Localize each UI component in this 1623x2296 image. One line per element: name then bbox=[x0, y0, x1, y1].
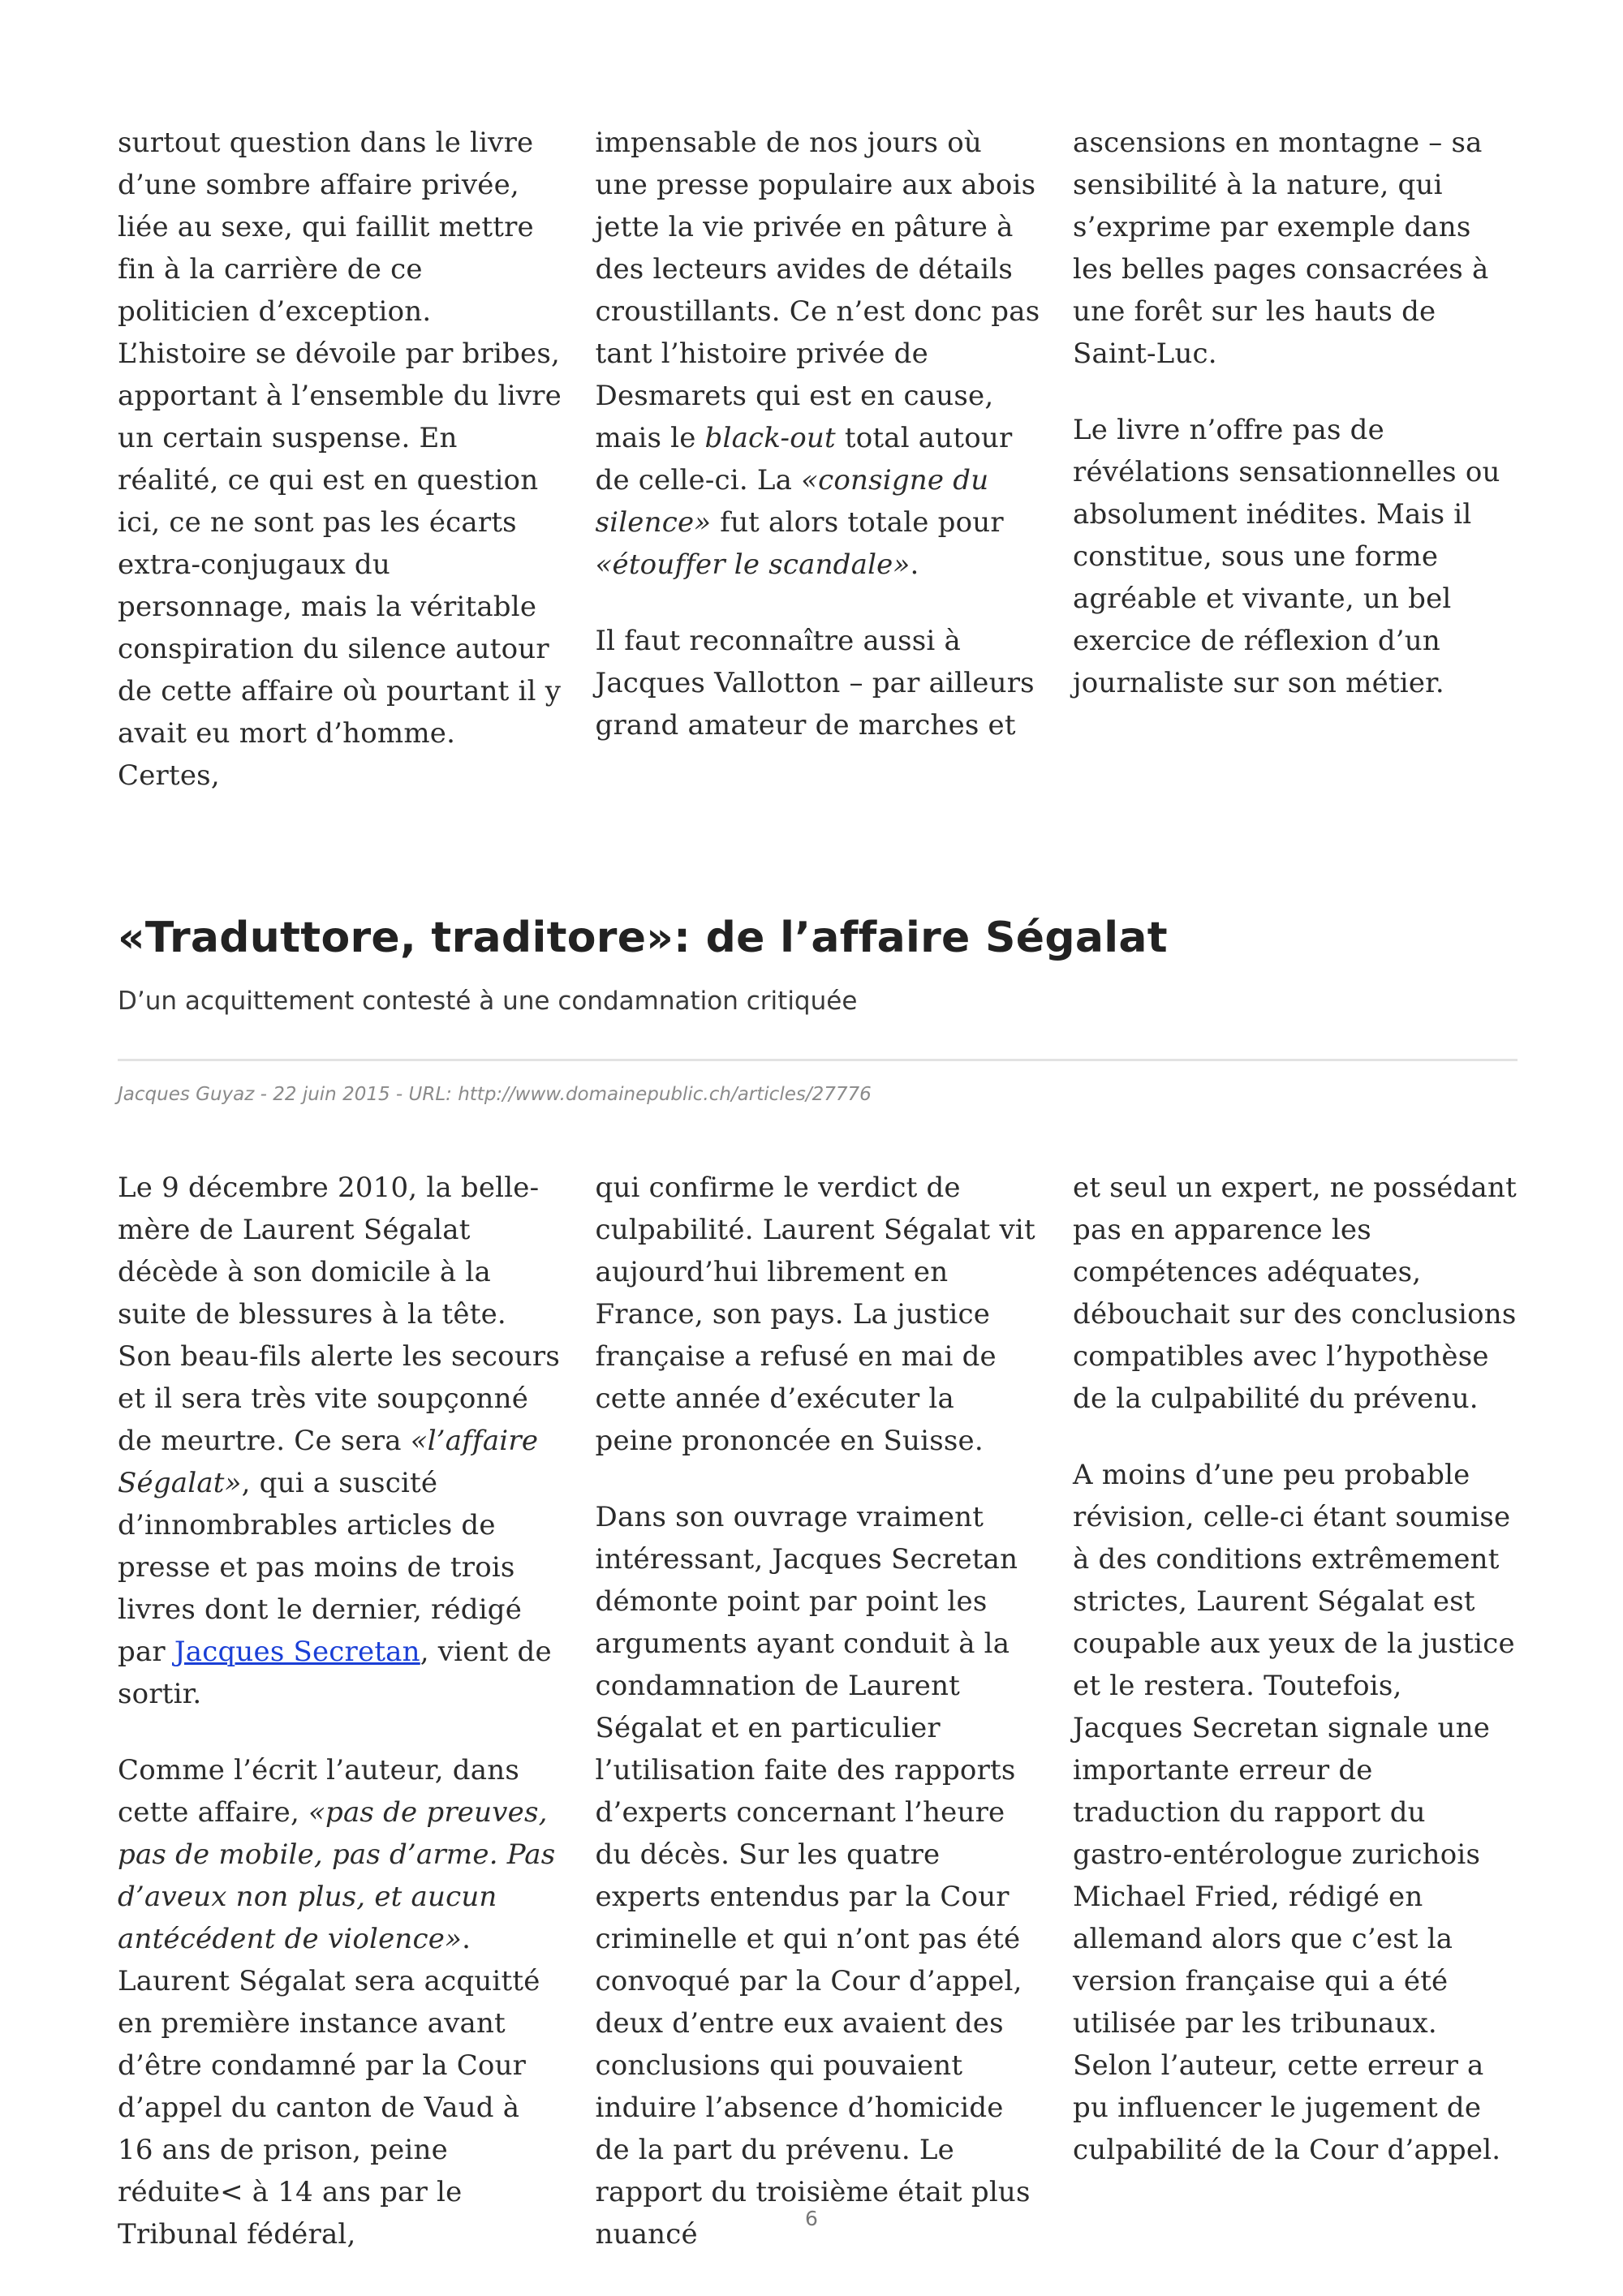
paragraph: qui confirme le verdict de culpabilité. Laurent Ségalat vit aujourd’hui librement en France, son pays. La justice française a refusé en mai de cette année d’exécuter la peine prononcée en Suisse. bbox=[595, 1172, 1035, 1457]
paragraph: Le 9 décembre 2010, la belle-mère de Laurent Ségalat décède à son domicile à la suite de blessures à la tête. Son beau-fils alerte les secours et il sera très vite soupçonné de meurtre. Ce sera «l’affaire Ségalat», qui a suscité d’innombrables articles de presse et pas moins de trois livres dont le dernier, rédigé par Jacques Secretan, vient de sortir. bbox=[118, 1172, 561, 1710]
paragraph: impensable de nos jours où une presse populaire aux abois jette la vie privée en pâture à des lecteurs avides de détails croustillants. Ce n’est donc pas tant l’histoire privée de Desmarets qui est en cause, mais le black-out total autour de celle-ci. La «consigne du silence» fut alors totale pour «étouffer le scandale». bbox=[595, 127, 1040, 581]
paragraph: A moins d’une peu probable révision, celle-ci étant soumise à des conditions extrêmement strictes, Laurent Ségalat est coupable aux yeux de la justice et le restera. Toutefois, Jacques Secretan signale une importante erreur de traduction du rapport du gastro-entérologue zurichois Michael Fried, rédigé en allemand alors que c’est la version française qui a été utilisée par les tribunaux. Selon l’auteur, cette erreur a pu influencer le jugement de culpabilité de la Cour d’appel. bbox=[1073, 1459, 1515, 2166]
column-1 bbox=[118, 1167, 562, 2255]
paragraph: Dans son ouvrage vraiment intéressant, Jacques Secretan démonte point par point les arguments ayant conduit à la condamnation de Laurent Ségalat et en particulier l’utilisation faite des rapports d’experts concernant l’heure du décès. Sur les quatre experts entendus par la Cour criminelle et qui n’ont pas été convoqué par la Cour d’appel, deux d’entre eux avaient des conclusions qui pouvaient induire l’absence d’homicide de la part du prévenu. Le rapport du troisième était plus nuancé bbox=[595, 1501, 1031, 2251]
column-2 bbox=[596, 1167, 1040, 2255]
paragraph: surtout question dans le livre d’une sombre affaire privée, liée au sexe, qui faillit mettre fin à la carrière de ce politicien d’exception. L’histoire se dévoile par bribes, apportant à l’ensemble du livre un certain suspense. En réalité, ce qui est en question ici, ce ne sont pas les écarts extra-conjugaux du personnage, mais la véritable conspiration du silence autour de cette affaire où pourtant il y avait eu mort d’homme. Certes, bbox=[118, 127, 562, 792]
paragraph: Il faut reconnaître aussi à Jacques Vallotton – par ailleurs grand amateur de marches et bbox=[595, 625, 1035, 742]
paragraph: et seul un expert, ne possédant pas en apparence les compétences adéquates, débouchait sur des conclusions compatibles avec l’hypothèse de la culpabilité du prévenu. bbox=[1073, 1172, 1517, 1415]
article-title: «Traduttore, traditore»: de l’affaire Ségalat bbox=[118, 914, 1168, 962]
column-3 bbox=[1073, 1167, 1518, 2255]
previous-article-columns bbox=[118, 122, 1518, 797]
column-1 bbox=[118, 122, 562, 797]
paragraph: Comme l’écrit l’auteur, dans cette affaire, «pas de preuves, pas de mobile, pas d’arme. Pas d’aveux non plus, et aucun antécédent de violence». Laurent Ségalat sera acquitté en première instance avant d’être condamné par la Cour d’appel du canton de Vaud à 16 ans de prison, peine réduite< à 14 ans par le Tribunal fédéral, bbox=[118, 1754, 556, 2251]
article-subtitle: D’un acquittement contesté à une condamnation critiquée bbox=[118, 987, 858, 1016]
author-link[interactable]: Jacques Secretan bbox=[174, 1636, 420, 1668]
paragraph: Le livre n’offre pas de révélations sensationnelles ou absolument inédites. Mais il constitue, sous une forme agréable et vivante, un bel exercice de réflexion d’un journaliste sur son métier. bbox=[1073, 414, 1500, 699]
article-columns bbox=[118, 1167, 1518, 2255]
paragraph: ascensions en montagne – sa sensibilité à la nature, qui s’exprime par exemple dans les belles pages consacrées à une forêt sur les hauts de Saint-Luc. bbox=[1073, 127, 1489, 370]
page-number: 6 bbox=[805, 2207, 818, 2230]
article-meta: Jacques Guyaz - 22 juin 2015 - URL: http://www.domainepublic.ch/articles/27776 bbox=[118, 1084, 872, 1105]
column-3 bbox=[1073, 122, 1518, 797]
divider bbox=[118, 1059, 1518, 1061]
column-2 bbox=[596, 122, 1040, 797]
